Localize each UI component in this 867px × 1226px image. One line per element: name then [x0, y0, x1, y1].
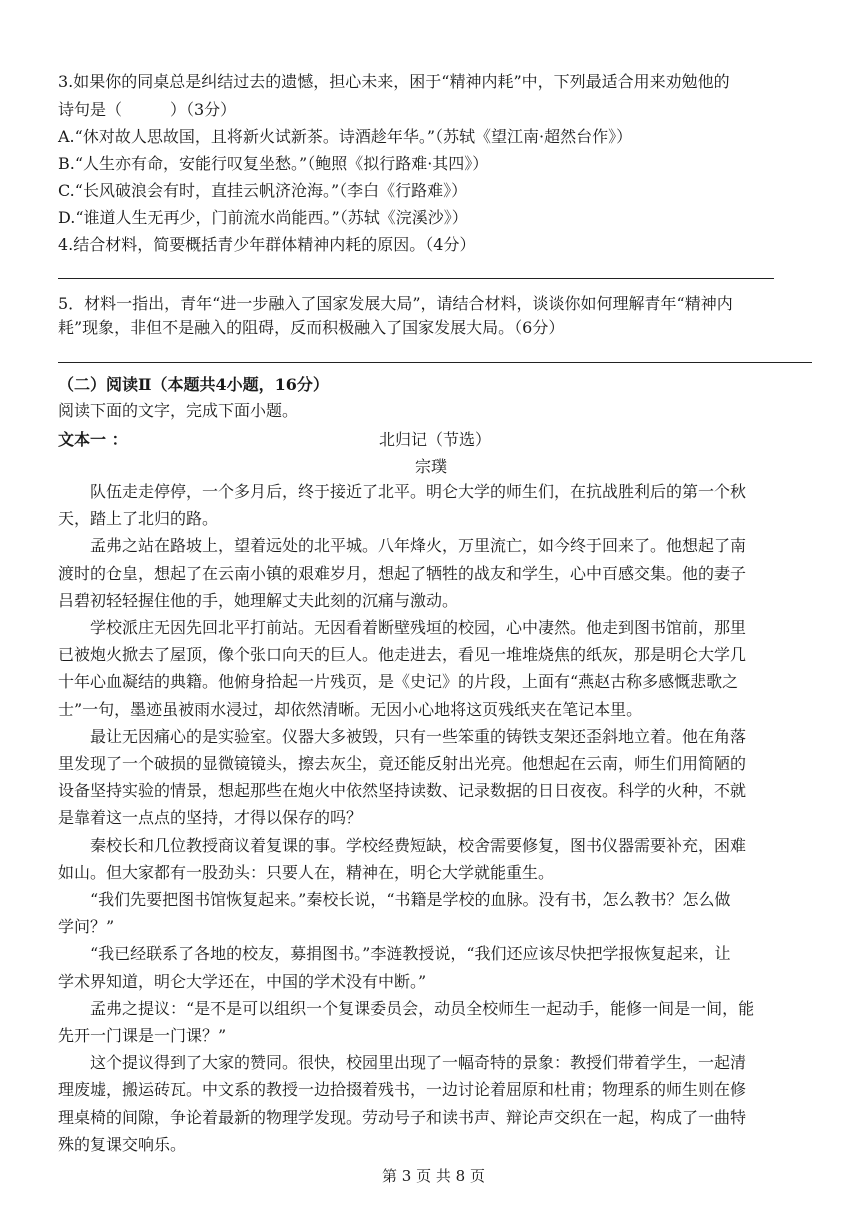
page-footer: 第 3 页 共 8 页 — [382, 1167, 485, 1185]
passage-line: 先开一门课是一门课？” — [58, 1026, 227, 1045]
q3-option-d: D.“谁道人生无再少，门前流水尚能西。”（苏轼《浣溪沙》） — [58, 208, 468, 227]
passage-line: 吕碧初轻轻握住他的手，她理解丈夫此刻的沉痛与激动。 — [58, 590, 459, 610]
passage-line: 十年心血凝结的典籍。他俯身拾起一片残页，是《史记》的片段，上面有“燕赵古称多感慨悲歌之 — [58, 672, 739, 692]
passage-line: 士”一句，墨迹虽被雨水浸过，却依然清晰。无因小心地将这页残纸夹在笔记本里。 — [58, 699, 643, 719]
passage-line: 如山。但大家都有一股劲头：只要人在，精神在，明仑大学就能重生。 — [58, 862, 555, 882]
text-label: 文本一 ： — [58, 430, 128, 449]
passage-line: 孟弗之站在路坡上，望着远处的北平城。八年烽火，万里流亡，如今终于回来了。他想起了南 — [90, 536, 747, 556]
passage-line: 秦校长和几位教授商议着复课的事。学校经费短缺，校舍需要修复，图书仪器需要补充，困难 — [90, 835, 747, 855]
q3-option-b: B.“人生亦有命，安能行叹复坐愁。”（鲍照《拟行路难·其四》） — [58, 154, 489, 173]
passage-line: “我已经联系了各地的校友，募捐图书。”李涟教授说，“我们还应该尽快把学报恢复起来，让 — [90, 944, 731, 964]
passage-author: 宗璞 — [415, 457, 448, 476]
passage-line: 这个提议得到了大家的赞同。很快，校园里出现了一幅奇特的景象：教授们带着学生，一起清 — [90, 1053, 747, 1073]
section-instruction: 阅读下面的文字，完成下面小题。 — [58, 401, 299, 420]
passage-line: 理废墟，搬运砖瓦。中文系的教授一边拾掇着残书，一边讨论着屈原和杜甫；物理系的师生则在修 — [58, 1080, 747, 1100]
passage-line: 天，踏上了北归的路。 — [58, 509, 219, 529]
q3-stem-line-2: 诗句是（ ）（3分） — [58, 100, 237, 119]
q4-answer-line — [58, 278, 774, 279]
passage-line: 学术界知道，明仑大学还在，中国的学术没有中断。” — [58, 971, 427, 991]
passage-line: “我们先要把图书馆恢复起来。”秦校长说，“书籍是学校的血脉。没有书，怎么教书？怎么做 — [90, 890, 731, 909]
passage-line: 队伍走走停停，一个多月后，终于接近了北平。明仑大学的师生们，在抗战胜利后的第一个秋 — [90, 482, 747, 501]
q5-answer-line — [58, 362, 812, 363]
passage-line: 殊的复课交响乐。 — [58, 1134, 187, 1154]
passage-line: 已被炮火掀去了屋顶，像个张口向天的巨人。他走进去，看见一堆堆烧焦的纸灰，那是明仑大学几 — [58, 645, 747, 665]
passage-line: 里发现了一个破损的显微镜镜头，擦去灰尘，竟还能反射出光亮。他想起在云南，师生们用简陋的 — [58, 754, 747, 773]
passage-title: 北归记（节选） — [379, 430, 492, 449]
q3-option-a: A.“休对故人思故国，且将新火试新茶。诗酒趁年华。”（苏轼《望江南·超然台作》） — [58, 127, 633, 146]
passage-line: 理桌椅的间隙，争论着最新的物理学发现。劳动号子和读书声、辩论声交织在一起，构成了一曲特 — [58, 1107, 747, 1127]
passage-line: 设备坚持实验的情景，想起那些在炮火中依然坚持读数、记录数据的日日夜夜。科学的火种，不就 — [58, 781, 747, 801]
passage-line: 渡时的仓皇，想起了在云南小镇的艰难岁月，想起了牺牲的战友和学生，心中百感交集。他的妻子 — [58, 563, 747, 583]
q5-stem-line-1: 5．材料一指出，青年“进一步融入了国家发展大局”，请结合材料，谈谈你如何理解青年“精神内 — [58, 294, 733, 313]
passage-line: 学问？” — [58, 917, 115, 937]
passage-line: 是靠着这一点点的坚持，才得以保存的吗？ — [58, 808, 363, 828]
passage-line: 学校派庄无因先回北平打前站。无因看着断壁残垣的校园，心中凄然。他走到图书馆前，那里 — [90, 618, 747, 637]
section-heading: （二）阅读Ⅱ（本题共4小题，16分） — [58, 375, 329, 394]
q4-stem: 4.结合材料，简要概括青少年群体精神内耗的原因。（4分） — [58, 235, 476, 254]
passage-line: 孟弗之提议：“是不是可以组织一个复课委员会，动员全校师生一起动手，能修一间是一间，能 — [90, 998, 755, 1018]
q3-stem-line-1: 3.如果你的同桌总是纠结过去的遗憾，担心未来，困于“精神内耗”中，下列最适合用来劝勉他的 — [58, 72, 730, 91]
q5-stem-line-2: 耗”现象，非但不是融入的阻碍，反而积极融入了国家发展大局。（6分） — [58, 318, 565, 337]
passage-line: 最让无因痛心的是实验室。仪器大多被毁，只有一些笨重的铸铁支架还歪斜地立着。他在角落 — [90, 726, 747, 746]
q3-option-c: C.“长风破浪会有时，直挂云帆济沧海。”（李白《行路难》） — [58, 181, 468, 200]
